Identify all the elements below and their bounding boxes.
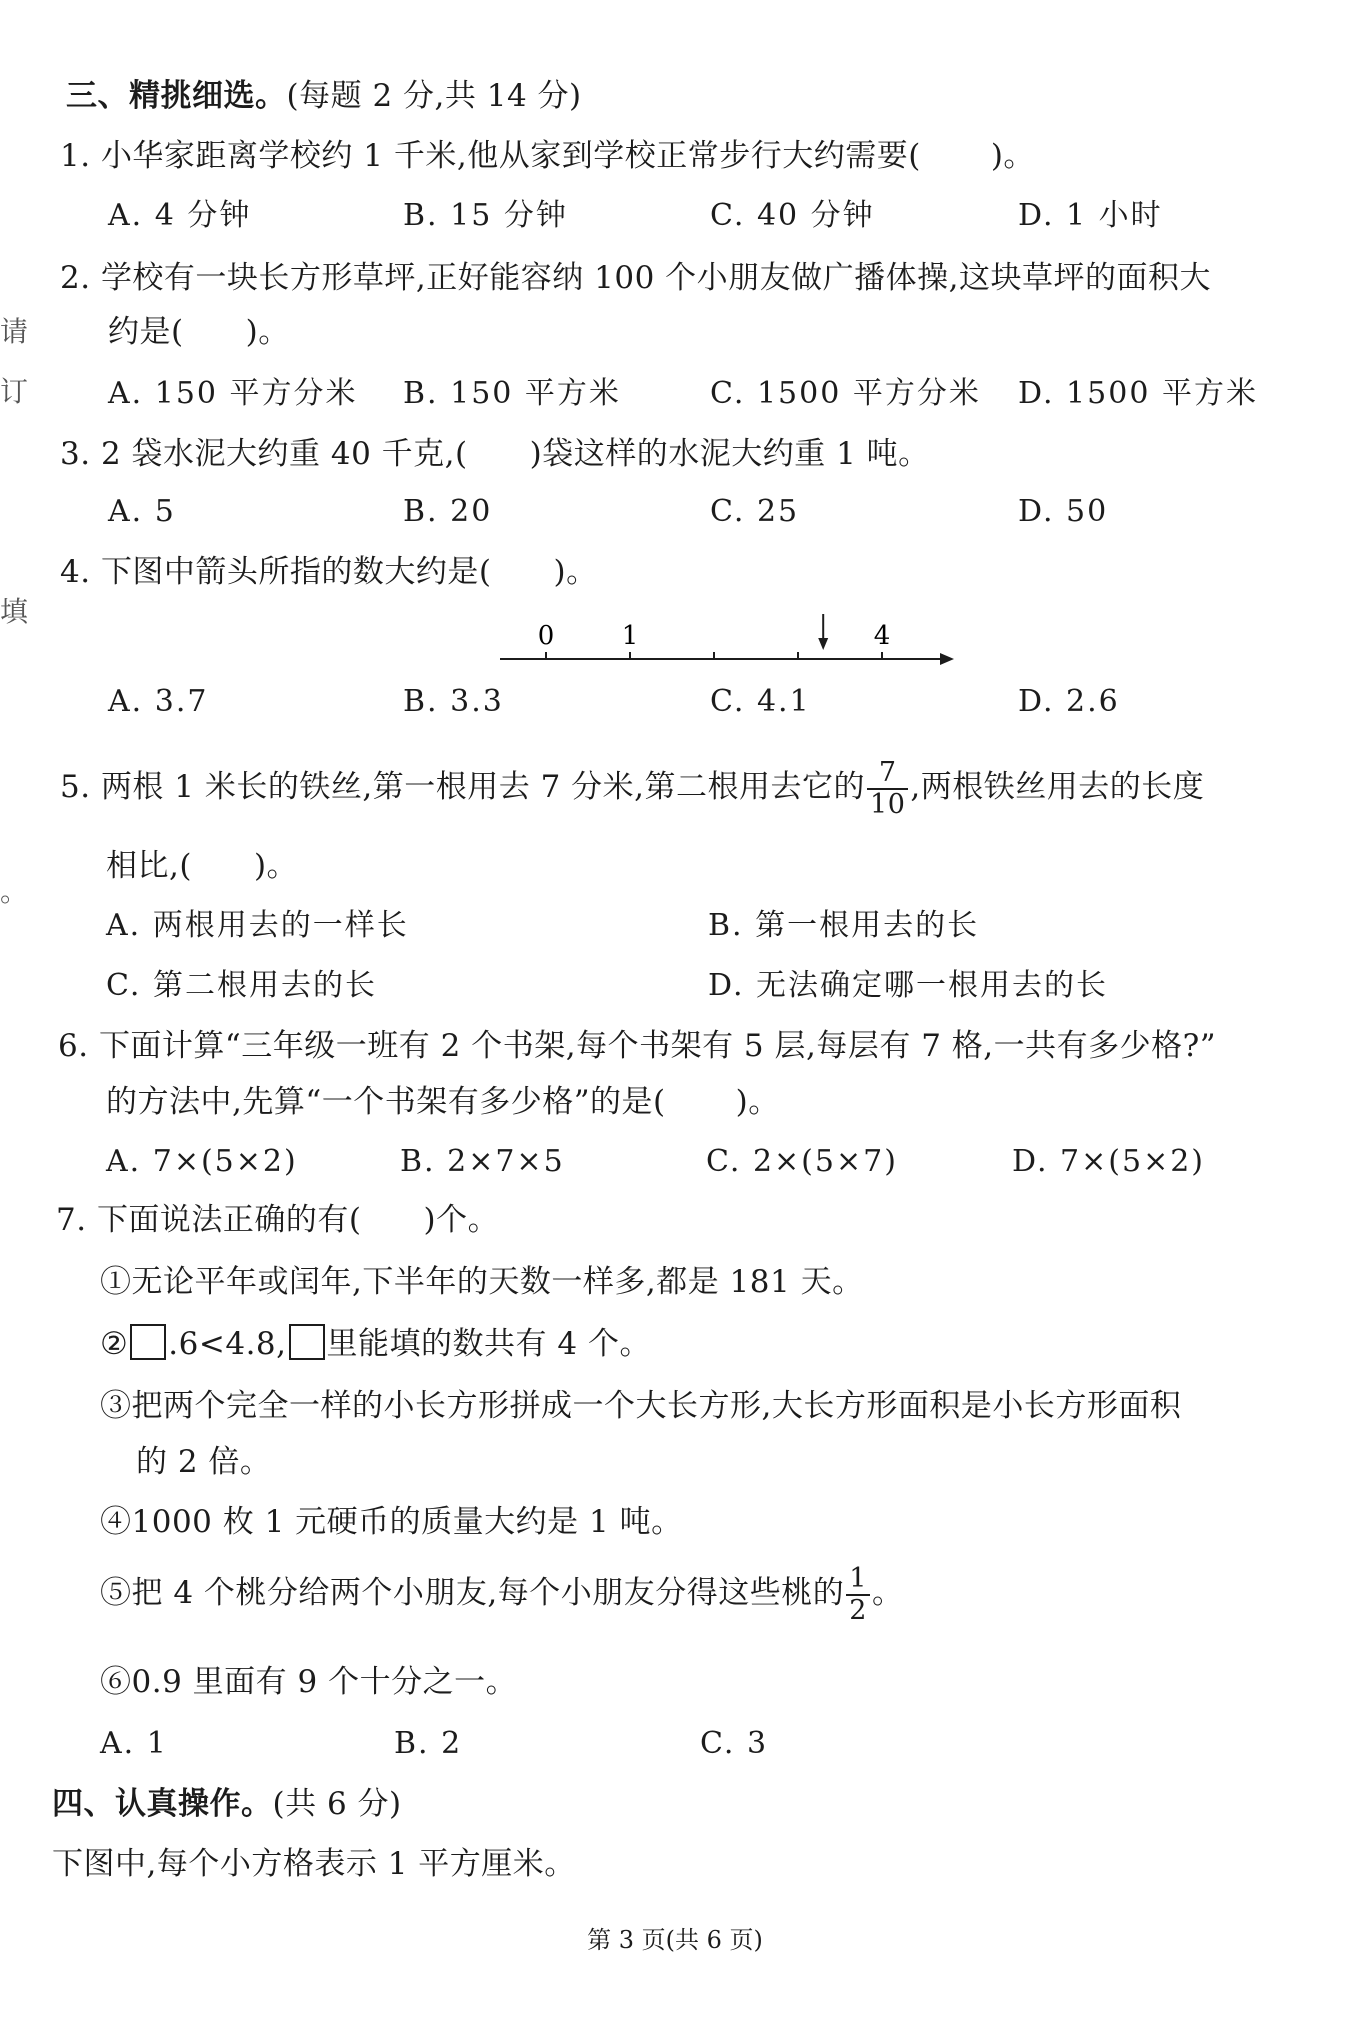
q7-text: 下面说法正确的有( — [96, 1202, 362, 1238]
edge-char: 填 — [0, 595, 29, 628]
q6-option-c[interactable]: C. 2×(5×7) — [706, 1144, 898, 1179]
q7-s2-text-end: 里能填的数共有 4 个。 — [326, 1326, 651, 1362]
q6-stem-line2 — [106, 1082, 780, 1122]
q2-option-d[interactable]: D. 1500 平方米 — [1018, 376, 1258, 411]
edge-char: 请 — [0, 315, 29, 348]
section3-title: 三、精挑细选。 — [66, 78, 287, 114]
section4-header — [52, 1784, 402, 1824]
q7-number: 7. — [56, 1202, 87, 1238]
label-1: 1 — [621, 621, 639, 651]
q7-statement-2 — [100, 1324, 651, 1364]
section3-score: (每题 2 分,共 14 分) — [286, 78, 582, 114]
q7-statement-4: ④1000 枚 1 元硬币的质量大约是 1 吨。 — [100, 1504, 683, 1540]
q6-text-2: 的方法中,先算“一个书架有多少格”的是( — [106, 1084, 666, 1120]
label-0: 0 — [537, 621, 555, 651]
q5-text: 两根 1 米长的铁丝,第一根用去 7 分米,第二根用去它的 — [100, 769, 866, 805]
q5-stem-line2 — [106, 846, 298, 886]
q7-statement-3: ③把两个完全一样的小长方形拼成一个大长方形,大长方形面积是小长方形面积 — [100, 1388, 1182, 1424]
q2-text: 学校有一块长方形草坪,正好能容纳 100 个小朋友做广播体操,这块草坪的面积大 — [100, 260, 1212, 296]
q4-option-a[interactable]: A. 3.7 — [108, 684, 209, 719]
q4-text-end: )。 — [553, 554, 598, 590]
q2-option-c[interactable]: C. 1500 平方分米 — [710, 376, 981, 411]
section4-intro: 下图中,每个小方格表示 1 平方厘米。 — [52, 1846, 576, 1882]
q6-text-end: )。 — [735, 1084, 780, 1120]
section4-score: (共 6 分) — [272, 1786, 402, 1822]
q5-fraction — [867, 758, 908, 820]
q2-stem-line2 — [108, 312, 290, 352]
q4-text: 下图中箭头所指的数大约是( — [100, 554, 492, 590]
q3-option-c[interactable]: C. 25 — [710, 494, 800, 529]
q7-statement-3-line2: 的 2 倍。 — [136, 1444, 272, 1480]
q5-option-c[interactable]: C. 第二根用去的长 — [106, 968, 377, 1003]
edge-char: 。 — [0, 875, 29, 908]
q5-fraction-denominator: 10 — [870, 788, 906, 820]
q7-stem — [56, 1200, 499, 1240]
number-line — [490, 608, 970, 680]
q1-option-a[interactable]: A. 4 分钟 — [108, 198, 252, 233]
q7-s5-text-end: 。 — [871, 1575, 904, 1611]
q6-stem — [58, 1026, 1216, 1066]
q7-s5-fraction — [846, 1564, 870, 1626]
q7-statement-1: ①无论平年或闰年,下半年的天数一样多,都是 181 天。 — [100, 1264, 864, 1300]
down-arrow-icon — [818, 614, 828, 650]
section4-title: 四、认真操作。 — [52, 1786, 273, 1822]
q3-number: 3. — [60, 436, 91, 472]
section3-header — [66, 76, 582, 116]
q7-s5-text: ⑤把 4 个桃分给两个小朋友,每个小朋友分得这些桃的 — [100, 1575, 845, 1611]
q2-option-b[interactable]: B. 150 平方米 — [403, 376, 621, 411]
q7-text-end: )个。 — [423, 1202, 500, 1238]
q5-text-end: )。 — [253, 848, 299, 884]
q4-stem — [60, 552, 598, 592]
page-footer: 第 3 页(共 6 页) — [587, 1926, 763, 1954]
q7-s2-marker: ② — [100, 1326, 129, 1362]
q3-text-end: )袋这样的水泥大约重 1 吨。 — [529, 436, 930, 472]
q4-number: 4. — [60, 554, 91, 590]
edge-char: 订 — [0, 375, 29, 408]
q5-number: 5. — [60, 769, 91, 805]
q2-stem — [60, 258, 1211, 298]
q3-stem — [60, 434, 930, 474]
q4-option-d[interactable]: D. 2.6 — [1018, 684, 1120, 719]
q6-option-b[interactable]: B. 2×7×5 — [400, 1144, 565, 1179]
q6-option-d[interactable]: D. 7×(5×2) — [1012, 1144, 1205, 1179]
q7-s5-fraction-numerator: 1 — [846, 1564, 870, 1596]
q1-text: 小华家距离学校约 1 千米,他从家到学校正常步行大约需要( — [100, 138, 921, 174]
q7-statement-5 — [100, 1562, 903, 1626]
q7-option-c[interactable]: C. 3 — [700, 1726, 769, 1761]
q7-s2-blank-box[interactable] — [130, 1324, 166, 1360]
q2-option-a[interactable]: A. 150 平方分米 — [108, 376, 358, 411]
q3-text: 2 袋水泥大约重 40 千克,( — [100, 436, 468, 472]
q2-number: 2. — [60, 260, 91, 296]
q5-text-2: ,两根铁丝用去的长度 — [910, 769, 1205, 805]
q3-option-a[interactable]: A. 5 — [108, 494, 176, 529]
q5-fraction-numerator: 7 — [867, 758, 908, 790]
q4-option-b[interactable]: B. 3.3 — [403, 684, 504, 719]
q5-stem — [60, 756, 1204, 820]
q6-text: 下面计算“三年级一班有 2 个书架,每个书架有 5 层,每层有 7 格,一共有多少格?” — [98, 1028, 1217, 1064]
q7-option-a[interactable]: A. 1 — [100, 1726, 168, 1761]
q1-option-d[interactable]: D. 1 小时 — [1018, 198, 1163, 233]
q1-option-b[interactable]: B. 15 分钟 — [403, 198, 568, 233]
q5-option-a[interactable]: A. 两根用去的一样长 — [106, 908, 409, 943]
q4-option-c[interactable]: C. 4.1 — [710, 684, 811, 719]
q1-option-c[interactable]: C. 40 分钟 — [710, 198, 875, 233]
q5-option-b[interactable]: B. 第一根用去的长 — [708, 908, 980, 943]
number-line-arrowhead — [940, 653, 954, 665]
q1-text-end: )。 — [990, 138, 1035, 174]
q6-number: 6. — [58, 1028, 89, 1064]
q7-s2-text: .6<4.8, — [168, 1326, 287, 1362]
q3-option-b[interactable]: B. 20 — [403, 494, 493, 529]
q2-text-end: )。 — [245, 314, 290, 350]
q5-option-d[interactable]: D. 无法确定哪一根用去的长 — [708, 968, 1109, 1003]
q2-text-2: 约是( — [108, 314, 184, 350]
q7-statement-6: ⑥0.9 里面有 9 个十分之一。 — [100, 1664, 518, 1700]
q1-number: 1. — [60, 138, 91, 174]
q7-s5-fraction-denominator: 2 — [849, 1594, 867, 1626]
q7-s2-blank-box-2[interactable] — [289, 1324, 325, 1360]
q7-option-b[interactable]: B. 2 — [394, 1726, 463, 1761]
label-4: 4 — [873, 621, 891, 651]
q5-text-3: 相比,( — [106, 848, 192, 884]
q3-option-d[interactable]: D. 50 — [1018, 494, 1109, 529]
q6-option-a[interactable]: A. 7×(5×2) — [106, 1144, 298, 1179]
q1-stem — [60, 136, 1035, 176]
